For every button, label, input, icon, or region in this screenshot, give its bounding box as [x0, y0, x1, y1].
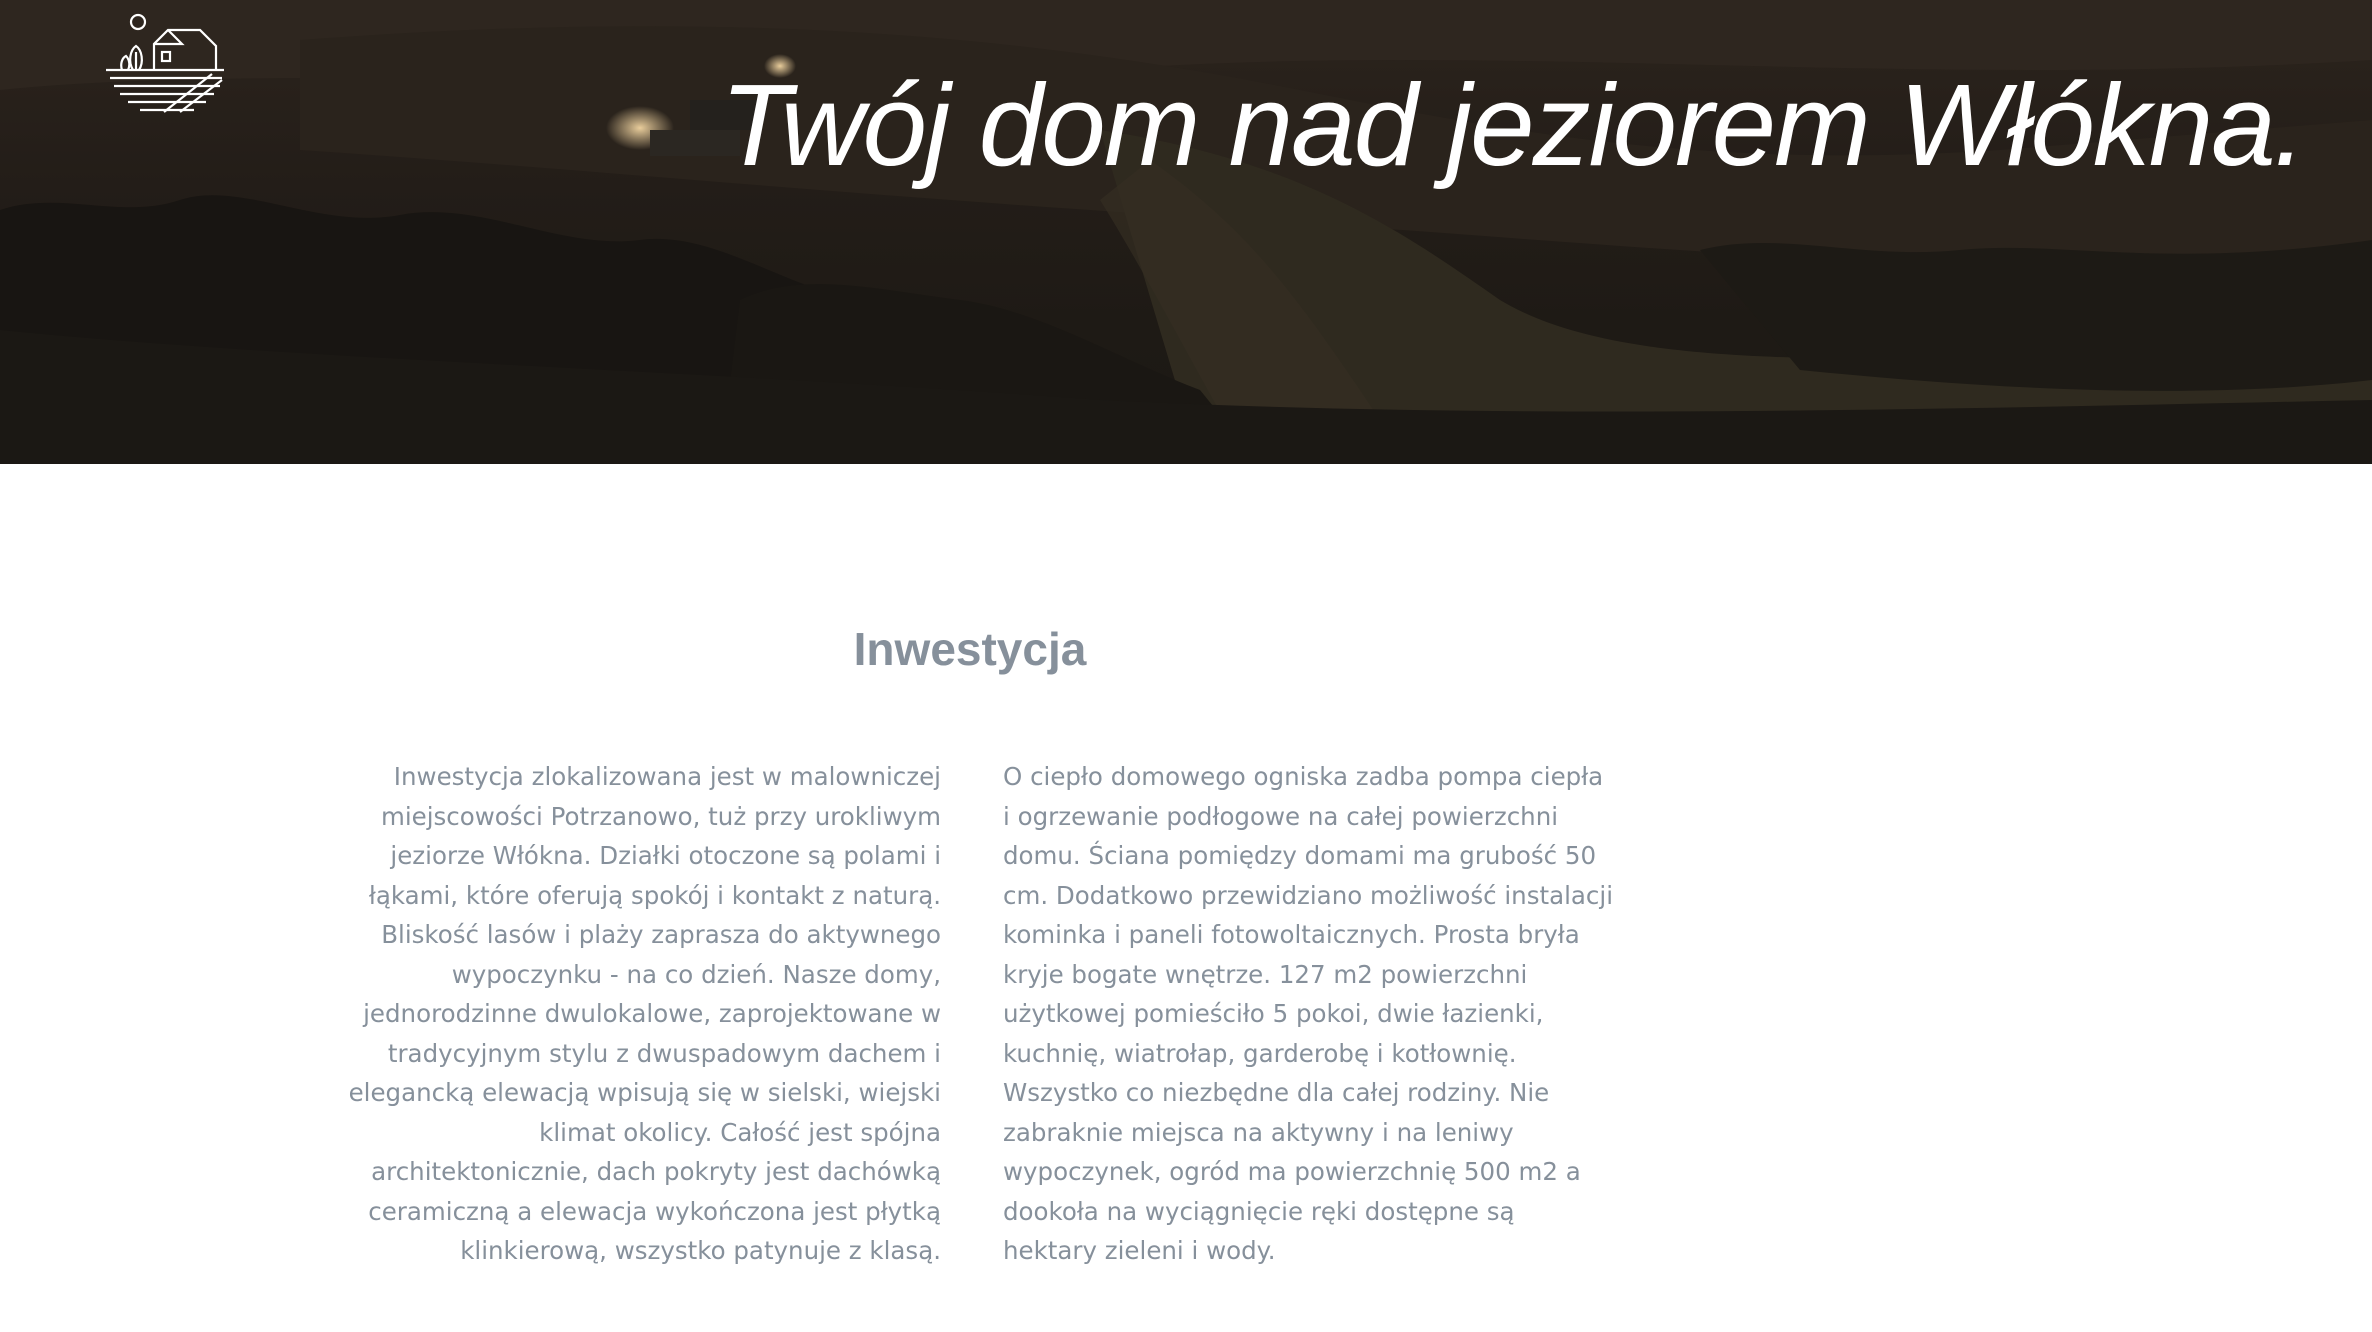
hero-banner: [0, 0, 2372, 464]
hero-title: Twój dom nad jeziorem Włókna.: [720, 60, 2304, 190]
investment-right-paragraph: O ciepło domowego ogniska zadba pompa ciepła i ogrzewanie podłogowe na całej powierzchni domu. Ściana pomiędzy domami ma grubość 50 cm. Dodatkowo przewidziano możliwość instalacji kominka i paneli fotowoltaicznych. Prosta bryła kryje bogate wnętrze. 127 m2 powierzchni użytkowej pomieściło 5 pokoi, dwie łazienki, kuchnię, wiatrołap, garderobę i kotłownię. Wszystko co niezbędne dla całej rodziny. Nie zabraknie miejsca na aktywny i na leniwy wypoczynek, ogród ma powierzchnię 500 m2 a dookoła na wyciągnięcie ręki dostępne są hektary zieleni i wody.: [1003, 762, 1613, 1265]
investment-left-paragraph: Inwestycja zlokalizowana jest w malowniczej miejscowości Potrzanowo, tuż przy urokliwym jeziorze Włókna. Działki otoczone są polami i łąkami, które oferują spokój i kontakt z naturą. Bliskość lasów i plaży zaprasza do aktywnego wypoczynku - na co dzień. Nasze domy, jednorodzinne dwulokalowe, zaprojektowane w tradycyjnym stylu z dwuspadowym dachem i elegancką elewacją wpisują się w sielski, wiejski klimat okolicy. Całość jest spójna architektonicznie, dach pokryty jest dachówką ceramiczną a elewacja wykończona jest płytką klinkierową, wszystko patynuje z klasą.: [348, 762, 941, 1265]
house-by-lake-logo-icon[interactable]: [100, 8, 230, 126]
section-title: Inwestycja: [853, 623, 1087, 675]
